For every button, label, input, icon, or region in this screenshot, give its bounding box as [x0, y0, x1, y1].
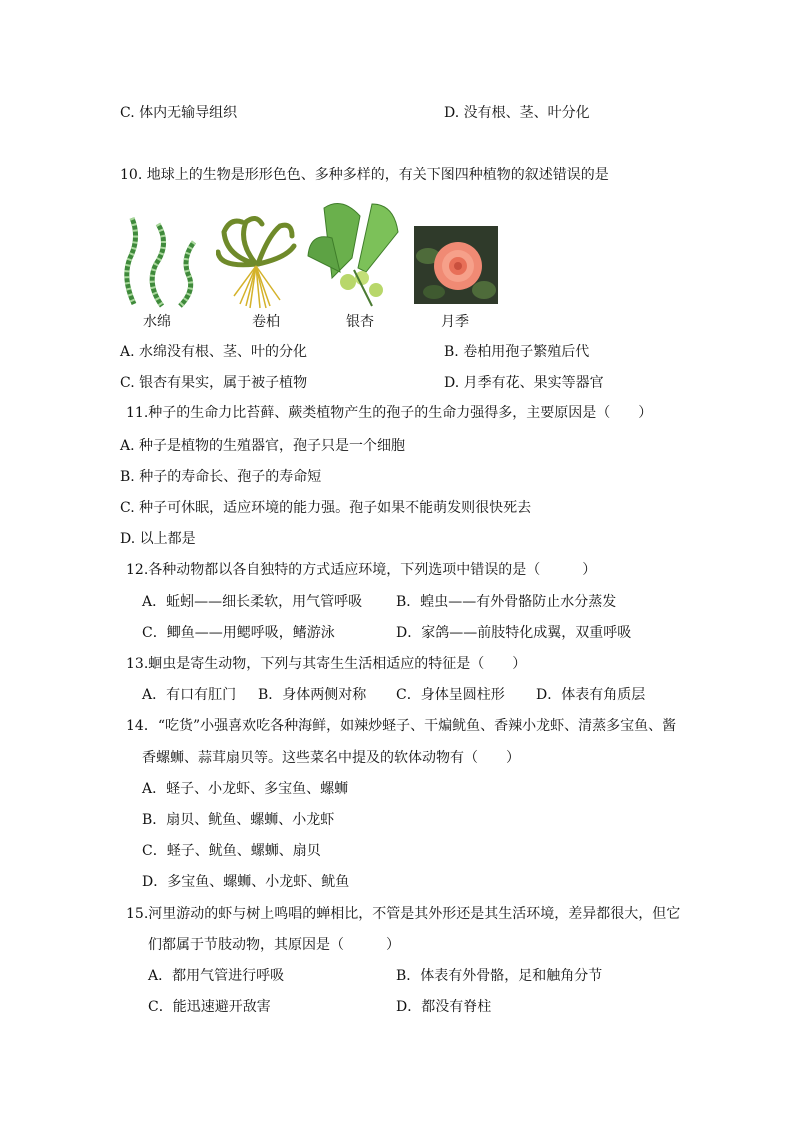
plant-label-ginkgo: 银杏: [346, 314, 374, 330]
q14-option-c: C．蛏子、鱿鱼、螺蛳、扇贝: [142, 843, 321, 859]
plant-label-spirogyra: 水绵: [143, 314, 171, 330]
q11-option-d: D. 以上都是: [120, 531, 196, 547]
q15-stem-line1: 15.河里游动的虾与树上鸣唱的蝉相比，不管是其外形还是其生活环境，差异都很大，但它: [126, 906, 681, 922]
q15-stem-line2: 们都属于节肢动物，其原因是（ ）: [148, 937, 400, 953]
q12-option-b: B．蝗虫——有外骨骼防止水分蒸发: [396, 594, 617, 610]
q14-stem-line2: 香螺蛳、蒜茸扇贝等。这些菜名中提及的软体动物有（ ）: [142, 750, 520, 766]
plant-label-rose: 月季: [441, 314, 469, 330]
q13-stem: 13.蛔虫是寄生动物，下列与其寄生生活相适应的特征是（ ）: [126, 656, 527, 672]
q10-option-d: D. 月季有花、果实等器官: [444, 375, 604, 391]
q12-option-c: C．鲫鱼——用鳃呼吸，鳍游泳: [142, 625, 335, 641]
rose-image: [414, 226, 498, 304]
q10-option-a: A. 水绵没有根、茎、叶的分化: [120, 344, 308, 360]
q11-option-c: C. 种子可休眠，适应环境的能力强。孢子如果不能萌发则很快死去: [120, 500, 532, 516]
q15-option-b: B．体表有外骨骼，足和触角分节: [396, 968, 603, 984]
q12-option-d: D．家鸽——前肢特化成翼，双重呼吸: [396, 625, 632, 641]
q14-option-b: B．扇贝、鱿鱼、螺蛳、小龙虾: [142, 812, 335, 828]
q11-stem: 11.种子的生命力比苔藓、蕨类植物产生的孢子的生命力强得多，主要原因是（ ）: [126, 405, 653, 421]
q11-option-b: B. 种子的寿命长、孢子的寿命短: [120, 469, 322, 485]
q15-option-c: C．能迅速避开敌害: [148, 999, 271, 1015]
spirogyra-image: [124, 214, 204, 308]
q13-option-a: A．有口有肛门: [142, 687, 237, 703]
q13-option-b: B．身体两侧对称: [258, 687, 367, 703]
q14-option-a: A．蛏子、小龙虾、多宝鱼、螺蛳: [142, 781, 349, 797]
q9-option-d: D. 没有根、茎、叶分化: [444, 105, 590, 121]
ginkgo-image: [302, 198, 400, 308]
selaginella-image: [216, 212, 298, 310]
plant-label-selaginella: 卷柏: [252, 314, 280, 330]
q13-option-d: D．体表有角质层: [536, 687, 646, 703]
q15-option-a: A．都用气管进行呼吸: [148, 968, 285, 984]
q9-option-c: C. 体内无输导组织: [120, 105, 238, 121]
q14-option-d: D．多宝鱼、螺蛳、小龙虾、鱿鱼: [142, 874, 350, 890]
q10-option-b: B. 卷柏用孢子繁殖后代: [444, 344, 590, 360]
q12-stem: 12.各种动物都以各自独特的方式适应环境，下列选项中错误的是（ ）: [126, 562, 597, 578]
q15-option-d: D．都没有脊柱: [396, 999, 492, 1015]
q10-stem: 10. 地球上的生物是形形色色、多种多样的，有关下图四种植物的叙述错误的是: [120, 167, 609, 183]
q14-stem-line1: 14．“吃货”小强喜欢吃各种海鲜，如辣炒蛏子、干煸鱿鱼、香辣小龙虾、清蒸多宝鱼、酱: [126, 718, 677, 734]
q10-option-c: C. 银杏有果实，属于被子植物: [120, 375, 308, 391]
q12-option-a: A．蚯蚓——细长柔软，用气管呼吸: [142, 594, 363, 610]
q13-option-c: C．身体呈圆柱形: [396, 687, 505, 703]
q11-option-a: A. 种子是植物的生殖器官，孢子只是一个细胞: [120, 438, 406, 454]
